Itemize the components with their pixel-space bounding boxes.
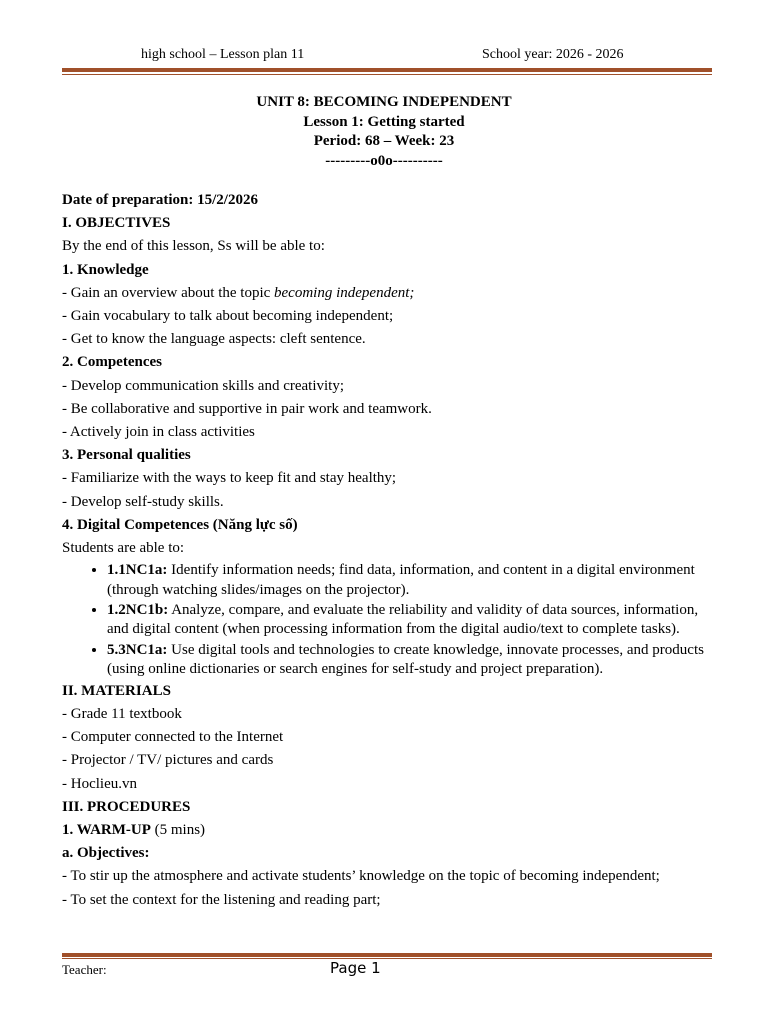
date-of-preparation: Date of preparation: 15/2/2026 [62, 192, 258, 208]
page-footer [0, 959, 768, 983]
procedures-heading: III. PROCEDURES [62, 798, 191, 815]
materials-heading: II. MATERIALS [62, 682, 171, 699]
digital-competences-heading: 4. Digital Competences (Năng lực số) [62, 516, 298, 533]
warmup-heading-line [62, 819, 712, 842]
header-rule-thick [62, 68, 712, 72]
page-header [0, 47, 768, 67]
objectives-heading: I. OBJECTIVES [62, 215, 171, 232]
period-week: Period: 68 – Week: 23 [313, 133, 455, 149]
footer-rule-thick [62, 953, 712, 957]
warmup-objectives-heading: a. Objectives: [62, 845, 150, 862]
competence-item: - Be collaborative and supportive in pair work and teamwork. [62, 400, 432, 417]
digital-competence-item [107, 640, 712, 680]
warmup-time: (5 mins) [150, 821, 206, 838]
header-rule-thin [62, 74, 712, 75]
competence-item: - Develop communication skills and creativity; [62, 377, 345, 394]
unit-title: UNIT 8: BECOMING INDEPENDENT [256, 94, 512, 110]
quality-item: - Develop self-study skills. [62, 493, 224, 510]
footer-teacher: Teacher: [62, 962, 107, 977]
quality-item: - Familiarize with the ways to keep fit and stay healthy; [62, 470, 397, 487]
digital-intro: Students are able to: [62, 540, 185, 557]
competence-item: - Actively join in class activities [62, 424, 255, 441]
competence-code: 5.3NC1a: [107, 641, 168, 658]
lesson-content [62, 189, 712, 912]
competence-text: Identify information needs; find data, information, and content in a digital environment (through watching slides/images on the projector). [107, 562, 695, 598]
personal-qualities-heading: 3. Personal qualities [62, 447, 191, 464]
knowledge-item-italic: becoming independent; [274, 284, 415, 301]
header-right: School year: 2026 - 2026 [482, 47, 624, 62]
warmup-heading: 1. WARM-UP [62, 821, 151, 838]
digital-competence-item [107, 560, 712, 600]
competence-text: Use digital tools and technologies to create knowledge, innovate processes, and products (using online dictionaries or search engines for self-study and project preparation). [107, 641, 704, 678]
lesson-title: Lesson 1: Getting started [303, 113, 465, 130]
competence-code: 1.2NC1b: [107, 602, 169, 619]
material-item: - Computer connected to the Internet [62, 729, 284, 746]
lesson-title-block [0, 93, 768, 171]
header-left: high school – Lesson plan 11 [141, 47, 305, 62]
competence-code: 1.1NC1a: [107, 562, 168, 579]
knowledge-item: - Get to know the language aspects: cleft sentence. [62, 331, 366, 348]
digital-competence-list [62, 560, 712, 679]
objectives-intro: By the end of this lesson, Ss will be able to: [62, 238, 325, 255]
material-item: - Hoclieu.vn [62, 775, 137, 792]
competence-text: Analyze, compare, and evaluate the reliability and validity of data sources, information, and digital content (when processing information from the digital audio/text to complete tasks). [107, 602, 699, 638]
knowledge-item [62, 282, 712, 305]
warmup-objective-item: - To stir up the atmosphere and activate students’ knowledge on the topic of becoming independent; [62, 868, 660, 885]
digital-competence-item [107, 600, 712, 640]
material-item: - Projector / TV/ pictures and cards [62, 752, 274, 769]
warmup-objective-item: - To set the context for the listening and reading part; [62, 891, 381, 908]
knowledge-heading: 1. Knowledge [62, 261, 149, 278]
page-number: Page 1 [330, 959, 381, 977]
knowledge-item: - Gain vocabulary to talk about becoming independent; [62, 308, 394, 325]
title-divider: ---------o0o---------- [325, 152, 443, 169]
knowledge-item-text: - Gain an overview about the topic [62, 284, 275, 301]
competences-heading: 2. Competences [62, 354, 162, 371]
material-item: - Grade 11 textbook [62, 705, 182, 722]
